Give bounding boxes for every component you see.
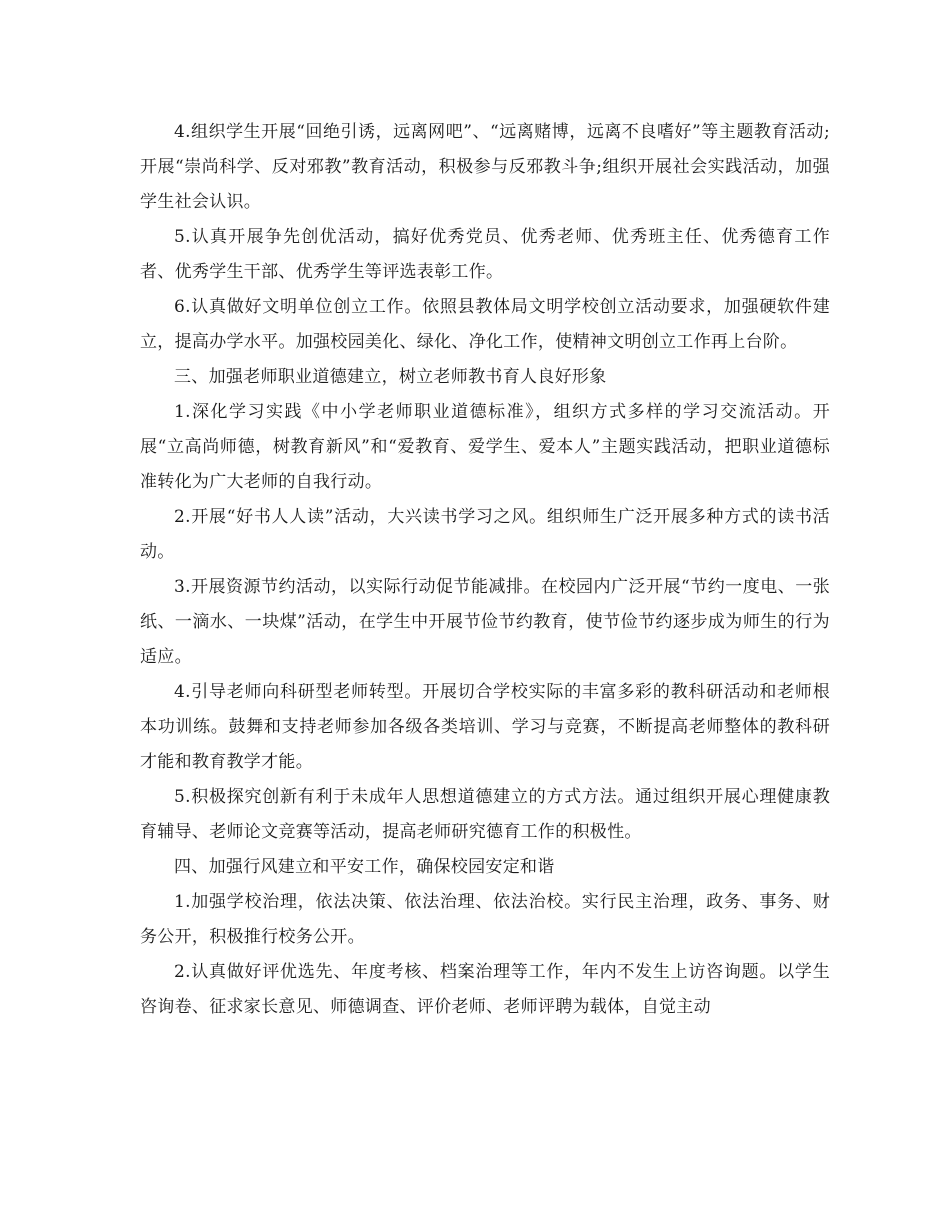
paragraph-item-2-evaluation-work: 2.认真做好评优选先、年度考核、档案治理等工作，年内不发生上访咨询题。以学生咨询卷、征求家长意见、师德调查、评价老师、老师评聘为载体，自觉主动 xyxy=(140,962,830,1017)
paragraph-item-5-excellence-awards: 5.认真开展争先创优活动，搞好优秀党员、优秀老师、优秀班主任、优秀德育工作者、优秀学生干部、优秀学生等评选表彰工作。 xyxy=(140,227,830,282)
paragraph-item-1-ethics-study: 1.深化学习实践《中小学老师职业道德标准》，组织方式多样的学习交流活动。开展“立高尚师德，树教育新风”和“爱教育、爱学生、爱本人”主题实践活动，把职业道德标准转化为广大老师的自我行动。 xyxy=(140,402,830,492)
document-body xyxy=(140,115,830,1025)
section-heading-3: 三、加强老师职业道德建立，树立老师教书育人良好形象 xyxy=(174,367,607,387)
paragraph-item-2-reading: 2.开展“好书人人读”活动，大兴读书学习之风。组织师生广泛开展多种方式的读书活动。 xyxy=(140,507,830,562)
paragraph-item-6-civilized-unit: 6.认真做好文明单位创立工作。依照县教体局文明学校创立活动要求，加强硬软件建立，提高办学水平。加强校园美化、绿化、净化工作，使精神文明创立工作再上台阶。 xyxy=(140,297,830,352)
paragraph-item-1-school-governance: 1.加强学校治理，依法决策、依法治理、依法治校。实行民主治理，政务、事务、财务公开，积极推行校务公开。 xyxy=(140,892,830,947)
paragraph-item-4-theme-education: 4.组织学生开展“回绝引诱，远离网吧”、“远离赌博，远离不良嗜好”等主题教育活动;开展“崇尚科学、反对邪教”教育活动，积极参与反邪教斗争;组织开展社会实践活动，加强学生社会认识。 xyxy=(140,122,830,212)
paragraph-item-3-resource-saving: 3.开展资源节约活动，以实际行动促节能减排。在校园内广泛开展“节约一度电、一张纸、一滴水、一块煤”活动，在学生中开展节俭节约教育，使节俭节约逐步成为师生的行为适应。 xyxy=(140,577,830,667)
section-heading-4: 四、加强行风建立和平安工作，确保校园安定和谐 xyxy=(174,857,555,877)
paragraph-item-4-research-teachers: 4.引导老师向科研型老师转型。开展切合学校实际的丰富多彩的教科研活动和老师根本功训练。鼓舞和支持老师参加各级各类培训、学习与竞赛，不断提高老师整体的教科研才能和教育教学才能。 xyxy=(140,682,830,772)
paragraph-item-5-moral-education-methods: 5.积极探究创新有利于未成年人思想道德建立的方式方法。通过组织开展心理健康教育辅导、老师论文竞赛等活动，提高老师研究德育工作的积极性。 xyxy=(140,787,830,842)
